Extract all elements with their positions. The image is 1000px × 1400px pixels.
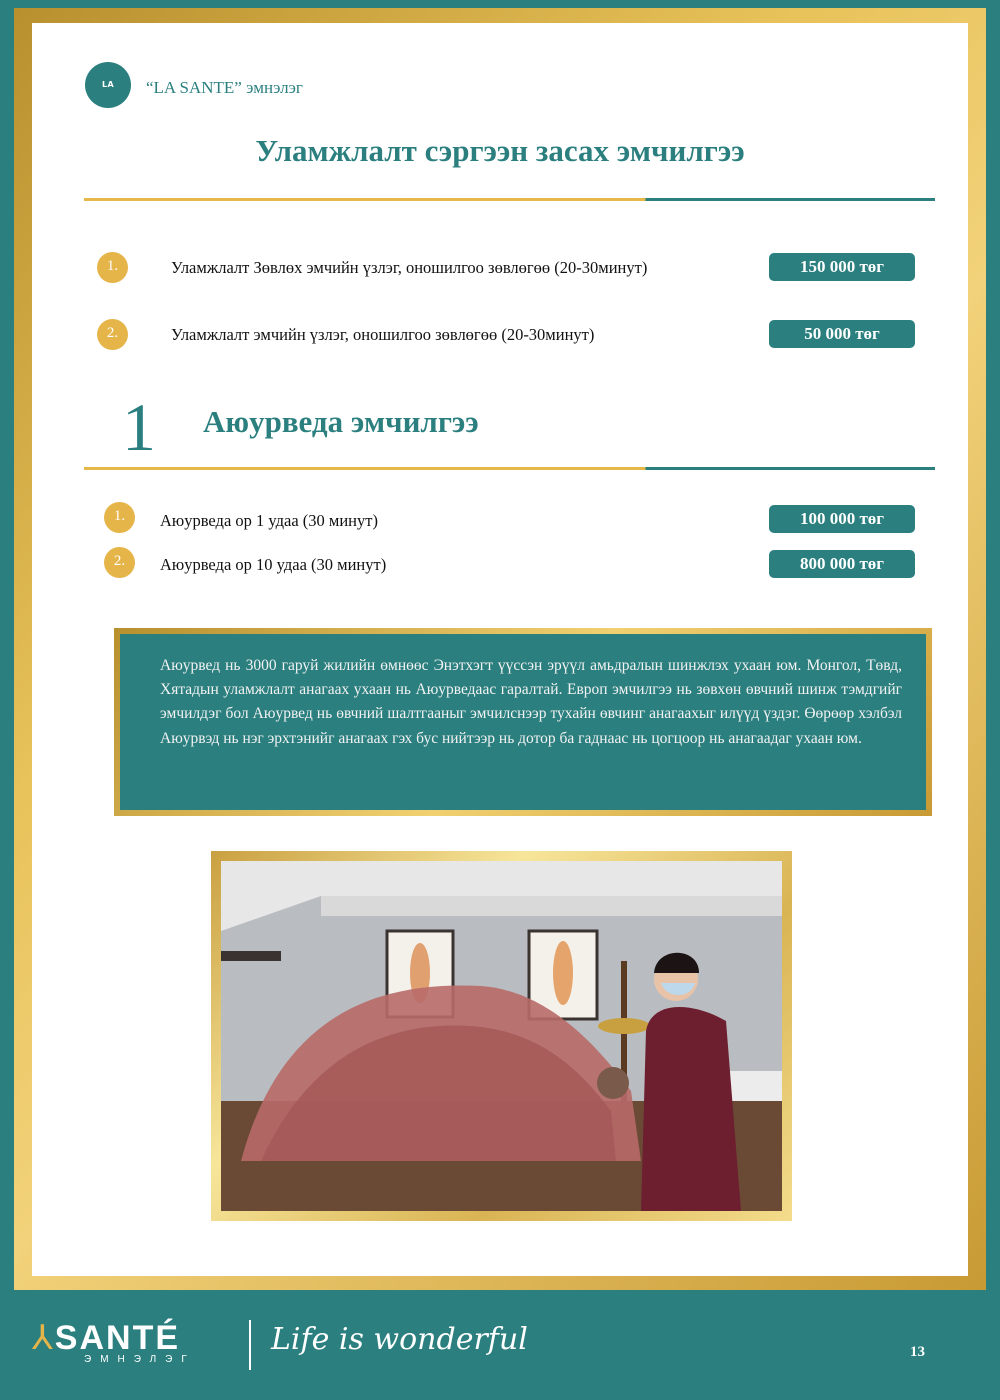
photo-frame bbox=[211, 851, 792, 1221]
service-name: Уламжлалт Зөвлөх эмчийн үзлэг, оношилгоо зөвлөгөө (20-30минут) bbox=[171, 258, 648, 277]
footer-divider bbox=[249, 1320, 251, 1370]
service-name: Аюурведа ор 10 удаа (30 минут) bbox=[160, 555, 387, 574]
section-number: 1 bbox=[122, 389, 156, 465]
description-box bbox=[114, 628, 932, 816]
treatment-photo bbox=[221, 861, 782, 1211]
price-badge: 150 000 төг bbox=[769, 253, 915, 281]
service-number: 1. bbox=[97, 252, 128, 283]
price-badge: 50 000 төг bbox=[769, 320, 915, 348]
page-title: Уламжлалт сэргээн засах эмчилгээ bbox=[255, 133, 745, 168]
footer-logo-text: ⅄SANTÉ bbox=[32, 1319, 181, 1357]
page-number: 13 bbox=[910, 1344, 925, 1360]
brand-logo: LA SANTÉ bbox=[85, 62, 131, 108]
service-name: Уламжлалт эмчийн үзлэг, оношилгоо зөвлөгөө (20-30минут) bbox=[171, 325, 595, 344]
price-badge: 800 000 төг bbox=[769, 550, 915, 578]
footer-logo-subtext: ЭМНЭЛЭГ bbox=[84, 1354, 196, 1365]
footer-logo bbox=[32, 1318, 196, 1365]
service-name: Аюурведа ор 1 удаа (30 минут) bbox=[160, 511, 378, 530]
brand-name: “LA SANTE” эмнэлэг bbox=[146, 78, 303, 97]
service-number: 1. bbox=[104, 502, 135, 533]
section-title: Аюурведа эмчилгээ bbox=[203, 404, 479, 439]
service-number: 2. bbox=[104, 547, 135, 578]
description-text: Аюурвед нь 3000 гаруй жилийн өмнөөс Энэтхэгт үүссэн эрүүл амьдралын шинжлэх ухаан юм. Монгол, Төвд, Хятадын уламжлалт анагаах ухаан нь Аюурведаас гаралтай. Европ эмчилгээ нь зөвхөн өвчний шинж тэмдгийг эмчилдэг бол Аюурвед нь өвчний шалтгааныг эмчилснээр тухайн өвчинг анагаахыг илүүд үздэг. Өөрөөр хэлбэл Аюурвэд нь нэг эрхтэнийг анагаах гэх бус нийтээр нь дотор ба гаднаас нь цогцоор нь анагаадаг ухаан юм. bbox=[160, 657, 902, 747]
section-divider bbox=[84, 467, 935, 470]
price-badge: 100 000 төг bbox=[769, 505, 915, 533]
service-number: 2. bbox=[97, 319, 128, 350]
title-divider bbox=[84, 198, 935, 201]
footer-slogan: Life is wonderful bbox=[271, 1322, 528, 1357]
